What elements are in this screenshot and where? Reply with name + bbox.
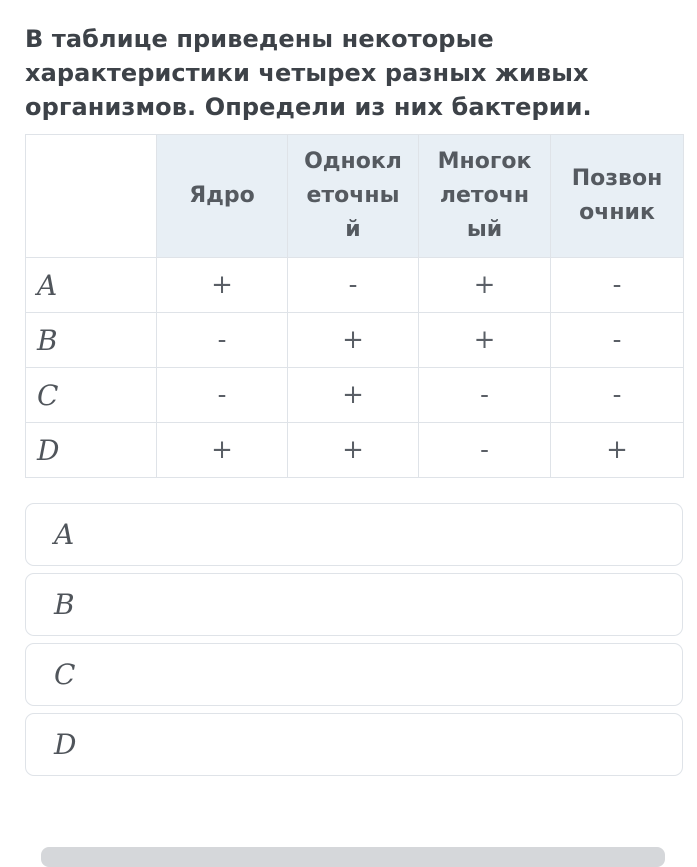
table-cell: - [419, 423, 551, 478]
option-label: B [54, 588, 75, 621]
header-line: й [345, 217, 361, 242]
table-header-row [26, 135, 684, 258]
header-line: леточн [439, 183, 530, 208]
header-line: еточны [306, 183, 400, 208]
table-cell: - [288, 258, 419, 313]
submit-button[interactable] [41, 847, 665, 867]
row-label: B [26, 313, 157, 368]
table-row [26, 423, 684, 478]
table-cell: + [288, 423, 419, 478]
answer-option-b[interactable] [25, 573, 683, 636]
table-cell: + [419, 313, 551, 368]
header-line: Ядро [189, 183, 255, 208]
table-cell: + [551, 423, 684, 478]
table-cell: - [551, 258, 684, 313]
table-cell: + [288, 368, 419, 423]
question-line: характеристики четырех разных живых [25, 59, 589, 87]
answer-options [25, 503, 683, 783]
header-line: Многок [437, 149, 532, 174]
header-vertebrate [551, 135, 684, 258]
table-cell: - [157, 313, 288, 368]
question-line: В таблице приведены некоторые [25, 25, 494, 53]
table-cell: + [157, 258, 288, 313]
table-cell: + [288, 313, 419, 368]
table-cell: - [419, 368, 551, 423]
question-line: организмов. Определи из них бактерии. [25, 93, 592, 121]
header-unicellular [288, 135, 419, 258]
table-cell: - [551, 368, 684, 423]
table-cell: - [157, 368, 288, 423]
header-line: Однокл [304, 149, 402, 174]
table-corner-cell [26, 135, 157, 258]
option-label: C [54, 658, 76, 691]
row-label: D [26, 423, 157, 478]
header-multicellular [419, 135, 551, 258]
row-label: A [26, 258, 157, 313]
header-nucleus [157, 135, 288, 258]
table-cell: + [419, 258, 551, 313]
table-row [26, 313, 684, 368]
option-label: A [54, 518, 75, 551]
header-line: ый [466, 217, 503, 242]
answer-option-c[interactable] [25, 643, 683, 706]
header-line: Позвон [571, 166, 663, 191]
table-cell: - [551, 313, 684, 368]
header-line: очник [579, 200, 655, 225]
table-row [26, 258, 684, 313]
question-text [25, 22, 675, 124]
traits-table [25, 134, 684, 478]
row-label: C [26, 368, 157, 423]
table-cell: + [157, 423, 288, 478]
answer-option-d[interactable] [25, 713, 683, 776]
table-row [26, 368, 684, 423]
option-label: D [54, 728, 77, 761]
answer-option-a[interactable] [25, 503, 683, 566]
